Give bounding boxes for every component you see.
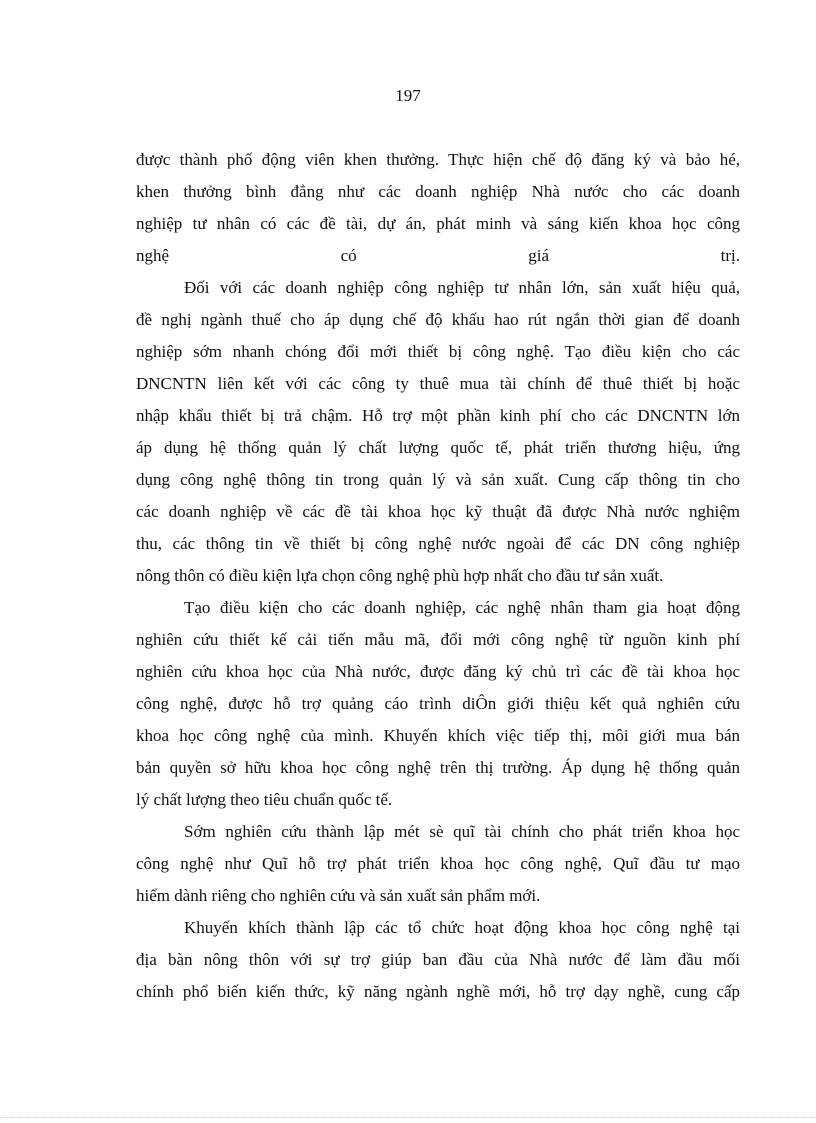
text-line: khen thưởng bình đẳng như các doanh nghiệp Nhà nước cho các doanh (136, 182, 740, 201)
text-line: Đối với các doanh nghiệp công nghiệp tư nhân lớn, sản xuất hiệu quả, (184, 278, 740, 297)
text-line: thu, các thông tin về thiết bị công nghệ nước ngoài để các DN công nghiệp (136, 534, 740, 553)
text-line: áp dụng hệ thống quản lý chất lượng quốc tế, phát triển thương hiệu, ứng (136, 438, 740, 457)
page-bottom-divider (0, 1117, 816, 1118)
text-line: DNCNTN liên kết với các công ty thuê mua tài chính để thuê thiết bị hoặc (136, 374, 740, 393)
text-line: nghiệp tư nhân có các đề tài, dự án, phát minh và sáng kiến khoa học công (136, 214, 740, 233)
text-line: nghệ có giá trị. (136, 246, 740, 265)
text-line: chính phổ biến kiến thức, kỹ năng ngành nghề mới, hỗ trợ dạy nghề, cung cấp (136, 982, 740, 1001)
text-line: công nghệ, được hỗ trợ quảng cáo trình diÔn giới thiệu kết quả nghiên cứu (136, 694, 740, 713)
text-line: bản quyền sở hữu khoa học công nghệ trên thị trường. Áp dụng hệ thống quản (136, 758, 740, 777)
text-line: nhập khẩu thiết bị trả chậm. Hỗ trợ một phần kinh phí cho các DNCNTN lớn (136, 406, 740, 425)
text-line: các doanh nghiệp về các đề tài khoa học kỹ thuật đã được Nhà nước nghiệm (136, 502, 740, 521)
paragraph (136, 912, 740, 1008)
paragraph (136, 144, 740, 272)
text-line: đề nghị ngành thuế cho áp dụng chế độ khấu hao rút ngắn thời gian để doanh (136, 310, 740, 329)
paragraph (136, 592, 740, 816)
text-line: nghiên cứu thiết kế cải tiến mẫu mã, đổi mới công nghệ từ nguồn kinh phí (136, 630, 740, 649)
text-line: nông thôn có điều kiện lựa chọn công nghệ phù hợp nhất cho đầu tư sản xuất. (136, 566, 664, 585)
page-number: 197 (395, 86, 421, 105)
text-line: nghiên cứu khoa học của Nhà nước, được đăng ký chủ trì các đề tài khoa học (136, 662, 740, 681)
text-line: Khuyến khích thành lập các tổ chức hoạt động khoa học công nghệ tại (184, 918, 740, 937)
body-text (136, 144, 740, 1008)
text-line: nghiệp sớm nhanh chóng đổi mới thiết bị công nghệ. Tạo điều kiện cho các (136, 342, 740, 361)
paragraph (136, 816, 740, 912)
text-line: hiểm dành riêng cho nghiên cứu và sản xuất sản phẩm mới. (136, 886, 541, 905)
text-line: lý chất lượng theo tiêu chuẩn quốc tế. (136, 790, 393, 809)
text-line: công nghệ như Quĩ hỗ trợ phát triển khoa học công nghệ, Quĩ đầu tư mạo (136, 854, 740, 873)
text-line: địa bàn nông thôn với sự trợ giúp ban đầu của Nhà nước để làm đầu mối (136, 950, 740, 969)
text-line: dụng công nghệ thông tin trong quản lý và sản xuất. Cung cấp thông tin cho (136, 470, 740, 489)
paragraph (136, 272, 740, 592)
text-line: Sớm nghiên cứu thành lập mét sè quĩ tài chính cho phát triển khoa học (184, 822, 740, 841)
text-line: Tạo điều kiện cho các doanh nghiệp, các nghệ nhân tham gia hoạt động (184, 598, 740, 617)
text-line: được thành phố động viên khen thưởng. Thực hiện chế độ đăng ký và bảo hé, (136, 150, 740, 169)
text-line: khoa học công nghệ của mình. Khuyến khích việc tiếp thị, môi giới mua bán (136, 726, 740, 745)
